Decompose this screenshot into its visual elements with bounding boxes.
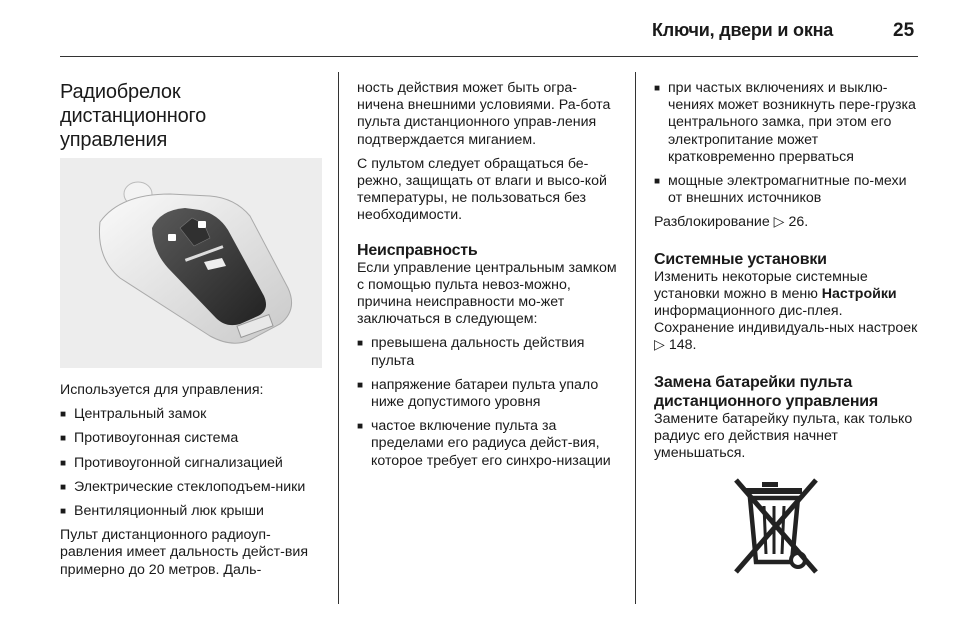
list-item: ■ при частых включениях и выклю-чениях может возникнуть пере-грузка центрального замка, при этом его электропитание может кратковременно прерваться xyxy=(654,80,918,166)
column-1 xyxy=(60,80,324,586)
unlock-reference: Разблокирование ▷ 26. xyxy=(654,214,809,231)
fault-heading: Неисправность xyxy=(357,241,478,259)
column-divider-1 xyxy=(338,72,339,604)
title-line-3: управления xyxy=(60,129,168,151)
causes-list-continued xyxy=(654,80,918,207)
range-continued: ность действия может быть огра-ничена внешними условиями. Ра-бота пульта дистанционного управ-ления подтверждается миганием. xyxy=(357,80,611,148)
battery-heading: Замена батарейки пульта дистанционного управления xyxy=(654,373,879,410)
list-item: ■ Противоугонная система xyxy=(60,430,324,447)
fault-text: Если управление центральным замком с помощью пульта невоз-можно, причина неисправности мо-жет заключаться в следующем: xyxy=(357,259,617,328)
list-item: ■ Вентиляционный люк крыши xyxy=(60,503,324,520)
settings-text-1: Изменить некоторые системные установки можно в меню xyxy=(654,268,868,302)
list-item: ■ Электрические стеклоподъем-ники xyxy=(60,479,324,496)
settings-menu-name: Настройки xyxy=(821,285,897,302)
section-title xyxy=(60,80,324,152)
list-item: ■ мощные электромагнитные по-мехи от внешних источников xyxy=(654,173,918,207)
uses-list xyxy=(60,406,324,520)
crossed-bin-icon xyxy=(732,476,822,578)
settings-heading: Системные установки xyxy=(654,250,827,268)
column-divider-2 xyxy=(635,72,636,604)
column-2 xyxy=(357,80,619,477)
title-line-1: Радиобрелок xyxy=(60,81,181,103)
uses-intro: Используется для управления: xyxy=(60,382,264,398)
range-text: Пульт дистанционного радиоуп-равления имеет дальность дейст-вия примерно до 20 метров. Даль- xyxy=(60,527,309,578)
care-text: С пультом следует обращаться бе-режно, защищать от влаги и высо-кой температуры, не пользоваться без необходимости. xyxy=(357,155,607,224)
settings-text-2: информационного дис-плея. Сохранение индивидуаль-ных настроек ▷ 148. xyxy=(654,303,918,354)
column-3 xyxy=(654,80,918,583)
list-item: ■ Противоугонной сигнализацией xyxy=(60,455,324,472)
list-item: ■ напряжение батареи пульта упало ниже допустимого уровня xyxy=(357,377,619,411)
page-number: 25 xyxy=(893,20,915,41)
list-item: ■ частое включение пульта за пределами его радиуса дейст-вия, которое требует его синхро-низации xyxy=(357,418,619,470)
battery-text: Замените батарейку пульта, как только радиус его действия начнет уменьшаться. xyxy=(654,410,913,462)
disposal-symbol xyxy=(654,476,918,583)
chapter-title: Ключи, двери и окна xyxy=(652,20,834,40)
settings-text xyxy=(654,269,918,355)
list-item: ■ превышена дальность действия пульта xyxy=(357,335,619,369)
causes-list xyxy=(357,335,619,469)
header-rule xyxy=(60,56,918,57)
list-item: ■ Центральный замок xyxy=(60,406,324,423)
key-fob-icon xyxy=(60,158,322,368)
title-line-2: дистанционного xyxy=(60,105,207,127)
key-fob-illustration xyxy=(60,158,322,368)
